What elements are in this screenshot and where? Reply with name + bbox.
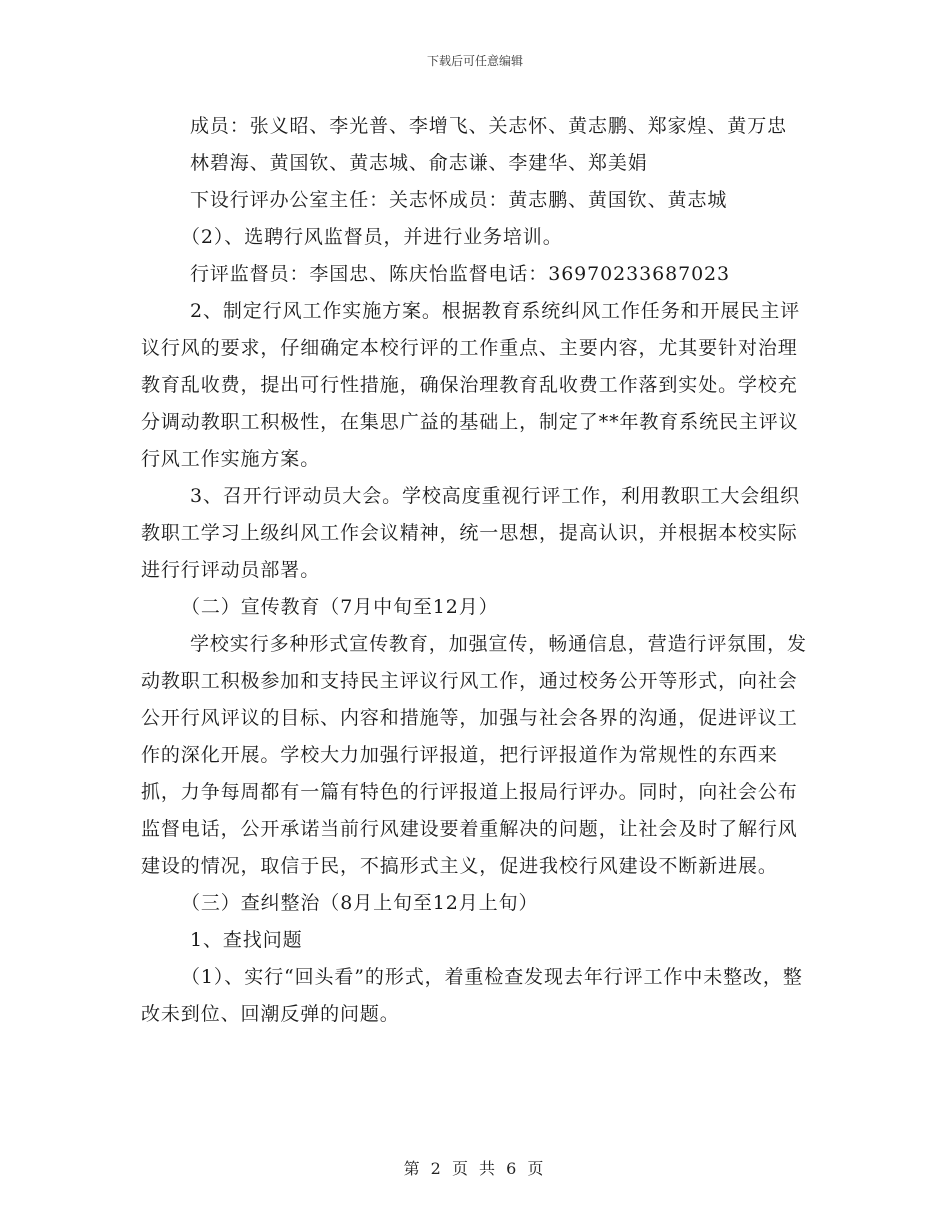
section-heading-publicity: （二）宣传教育（7月中旬至12月） <box>181 596 499 618</box>
section-heading-inspection: （三）查纠整治（8月上旬至12月上旬） <box>181 892 539 914</box>
paragraph-supervisor-phone: 行评监督员：李国忠、陈庆怡监督电话：36970233687023 <box>190 263 731 285</box>
document-body <box>141 108 809 1033</box>
paragraph-implementation-plan: 2、制定行风工作实施方案。根据教育系统纠风工作任务和开展民主评议行风的要求，仔细确定本校行评的工作重点、主要内容，尤其要针对治理教育乱收费，提出可行性措施，确保治理教育乱收费工作落到实处。学校充分调动教职工积极性，在集思广益的基础上，制定了**年教育系统民主评议行风工作实施方案。 <box>141 300 800 470</box>
page-number-footer: 第 2 页 共 6 页 <box>403 1159 547 1178</box>
page-header: 下载后可任意编辑 <box>426 54 523 68</box>
paragraph-mobilization-meeting: 3、召开行评动员大会。学校高度重视行评工作，利用教职工大会组织教职工学习上级纠风工作会议精神，统一思想，提高认识，并根据本校实际进行行评动员部署。 <box>141 485 800 581</box>
paragraph-office-director: 下设行评办公室主任：关志怀成员：黄志鹏、黄国钦、黄志城 <box>190 189 728 211</box>
paragraph-members-continued: 林碧海、黄国钦、黄志城、俞志谦、李建华、郑美娟 <box>190 152 648 174</box>
paragraph-supervisor-training: （2）、选聘行风监督员，并进行业务培训。 <box>181 226 563 248</box>
paragraph-look-back: （1）、实行“回头看”的形式，着重检查发现去年行评工作中未整改，整改未到位、回潮反弹的问题。 <box>141 966 803 1025</box>
subheading-find-problems: 1、查找问题 <box>190 929 303 951</box>
paragraph-members: 成员：张义昭、李光普、李增飞、关志怀、黄志鹏、郑家煌、黄万忠 <box>190 115 788 137</box>
paragraph-publicity: 学校实行多种形式宣传教育，加强宣传，畅通信息，营造行评氛围，发动教职工积极参加和支持民主评议行风工作，通过校务公开等形式，向社会公开行风评议的目标、内容和措施等，加强与社会各界的沟通，促进评议工作的深化开展。学校大力加强行评报道，把行评报道作为常规性的东西来抓，力争每周都有一篇有特色的行评报道上报局行评办。同时，向社会公布监督电话，公开承诺当前行风建设要着重解决的问题，让社会及时了解行风建设的情况，取信于民，不搞形式主义，促进我校行风建设不断新进展。 <box>141 633 807 877</box>
